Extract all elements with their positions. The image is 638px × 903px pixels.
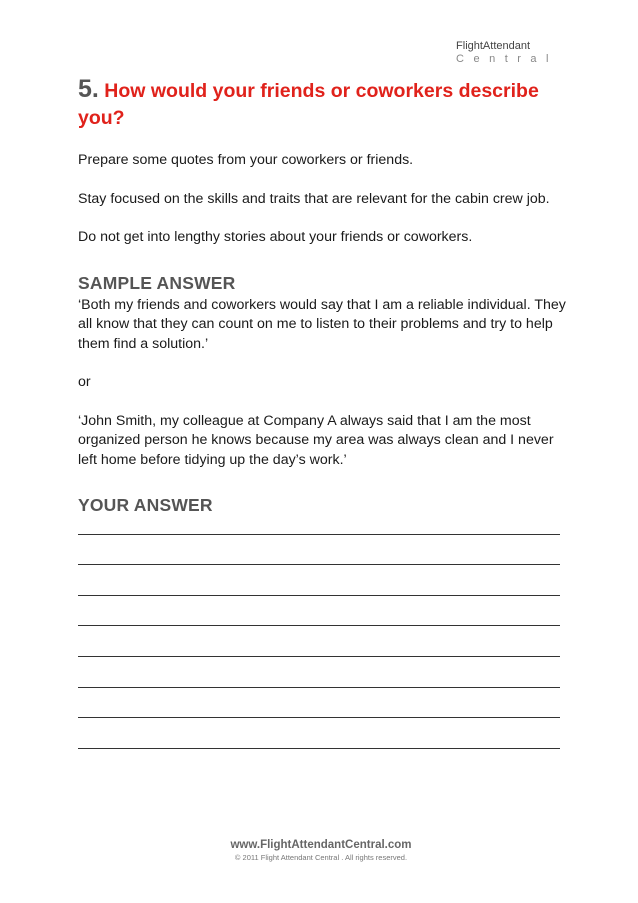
sample-answer-1: ‘Both my friends and coworkers would say that I am a reliable individual. They all know that they can count on me to listen to their problems and try to help them find a solution.’ — [78, 296, 566, 352]
answer-lines — [78, 518, 568, 763]
answer-line[interactable] — [78, 610, 568, 641]
logo-line-2: Central — [456, 53, 558, 65]
sample-separator: or — [78, 374, 91, 390]
footer-copyright: © 2011 Flight Attendant Central . All rights reserved. — [234, 853, 408, 862]
answer-line[interactable] — [78, 640, 568, 671]
question-text: How would your friends or coworkers describe you? — [78, 80, 539, 129]
footer-url[interactable]: www.FlightAttendantCentral.com — [230, 839, 412, 851]
sample-answer-heading: SAMPLE ANSWER — [78, 272, 236, 293]
logo-line-1: FlightAttendant — [456, 40, 531, 52]
sample-answer-2: ‘John Smith, my colleague at Company A always said that I am the most organized person he knows because my area was always clean and I never left home before tidying up the day’s work.’ — [78, 412, 554, 468]
question-title — [78, 76, 568, 132]
answer-line[interactable] — [78, 702, 568, 733]
page-footer — [0, 838, 638, 864]
answer-line[interactable] — [78, 732, 568, 763]
your-answer-heading: YOUR ANSWER — [78, 495, 213, 515]
intro-paragraph-2: Stay focused on the skills and traits that are relevant for the cabin crew job. — [78, 190, 550, 207]
answer-line[interactable] — [78, 518, 568, 549]
intro-paragraph-1: Prepare some quotes from your coworkers or friends. — [78, 152, 414, 168]
answer-line[interactable] — [78, 579, 568, 610]
intro-paragraph-3: Do not get into lengthy stories about your friends or coworkers. — [78, 229, 473, 245]
worksheet-content — [78, 76, 568, 763]
answer-line[interactable] — [78, 549, 568, 580]
question-number: 5. — [78, 75, 99, 103]
answer-line[interactable] — [78, 671, 568, 702]
brand-logo — [456, 40, 558, 66]
